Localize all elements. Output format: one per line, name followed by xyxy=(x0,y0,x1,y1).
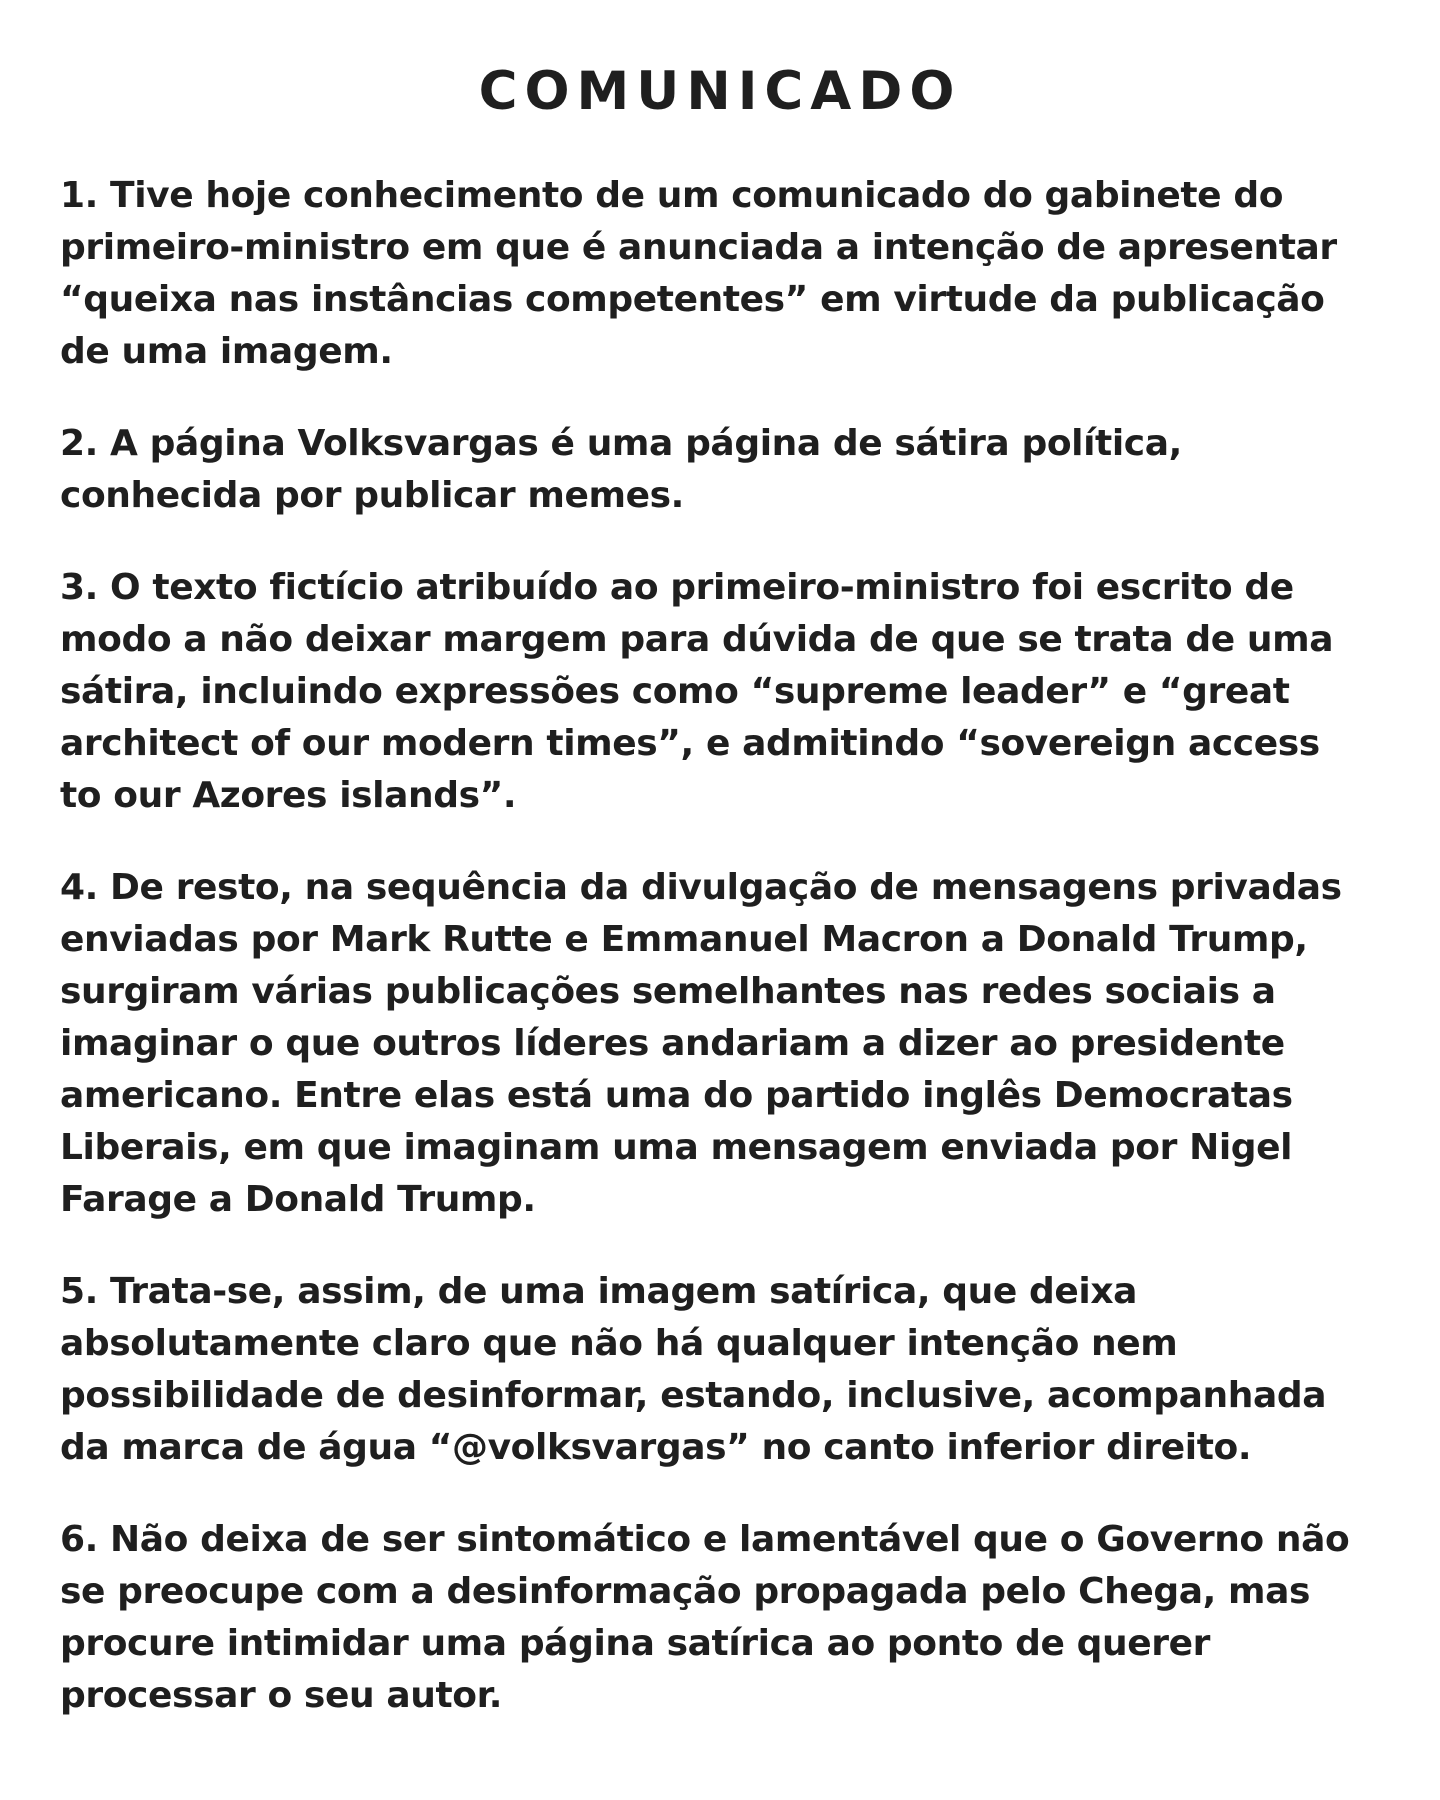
paragraph-3: 3. O texto fictício atribuído ao primeiro-ministro foi escrito de modo a não deixar margem para dúvida de que se trata de uma sátira, incluindo expressões como “supreme leader” e “great architect of our modern times”, e admitindo “sovereign access to our Azores islands”. xyxy=(60,567,1334,816)
paragraph-list xyxy=(60,170,1380,1722)
paragraph-6: 6. Não deixa de ser sintomático e lamentável que o Governo não se preocupe com a desinformação propagada pelo Chega, mas procure intimidar uma página satírica ao ponto de querer processar o seu autor. xyxy=(60,1519,1350,1716)
paragraph-2: 2. A página Volksvargas é uma página de sátira política, conhecida por publicar memes. xyxy=(60,423,1182,516)
page-title: COMUNICADO xyxy=(478,61,962,122)
paragraph-4: 4. De resto, na sequência da divulgação de mensagens privadas enviadas por Mark Rutte e Emmanuel Macron a Donald Trump, surgiram várias publicações semelhantes nas redes sociais a imaginar o que outros líderes andariam a dizer ao presidente americano. Entre elas está uma do partido inglês Democratas Liberais, em que imaginam uma mensagem enviada por Nigel Farage a Donald Trump. xyxy=(60,867,1342,1220)
paragraph-1: 1. Tive hoje conhecimento de um comunicado do gabinete do primeiro-ministro em que é anunciada a intenção de apresentar “queixa nas instâncias competentes” em virtude da publicação de uma imagem. xyxy=(60,175,1337,372)
paragraph-5: 5. Trata-se, assim, de uma imagem satírica, que deixa absolutamente claro que não há qualquer intenção nem possibilidade de desinformar, estando, inclusive, acompanhada da marca de água “@volksvargas” no canto inferior direito. xyxy=(60,1271,1327,1468)
